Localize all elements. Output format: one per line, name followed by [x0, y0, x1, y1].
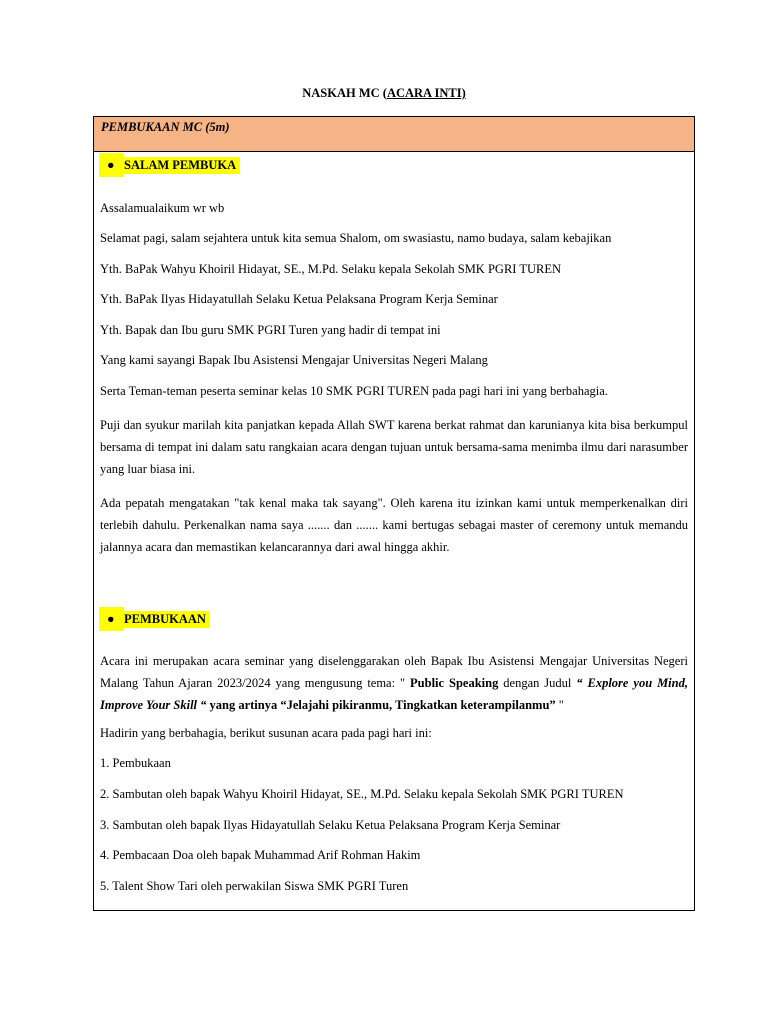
- table-header: PEMBUKAAN MC (5m): [94, 117, 694, 152]
- section-heading-salam: SALAM PEMBUKA: [118, 157, 240, 174]
- script-table: [93, 116, 695, 911]
- greeting-line: Serta Teman-teman peserta seminar kelas 10 SMK PGRI TUREN pada pagi hari ini yang berbahagia.: [100, 384, 608, 398]
- agenda-item: 2. Sambutan oleh bapak Wahyu Khoiril Hidayat, SE., M.Pd. Selaku kepala Sekolah SMK PGRI TUREN: [100, 787, 624, 801]
- greeting-line: Yth. Bapak dan Ibu guru SMK PGRI Turen yang hadir di tempat ini: [100, 323, 441, 337]
- greeting-line: Yth. BaPak Wahyu Khoiril Hidayat, SE., M.Pd. Selaku kepala Sekolah SMK PGRI TUREN: [100, 262, 562, 276]
- greeting-line: Selamat pagi, salam sejahtera untuk kita semua Shalom, om swasiastu, namo budaya, salam kebajikan: [100, 231, 612, 245]
- section-heading-pembukaan: PEMBUKAAN: [118, 611, 210, 628]
- paragraph-intro-acara: Acara ini merupakan acara seminar yang diselenggarakan oleh Bapak Ibu Asistensi Mengajar Universitas Negeri Malang Tahun Ajaran 2023/2024 yang mengusung tema: " Public Speaking dengan Judul “ Explore you Mind, Improve Your Skill “ yang artinya “Jelajahi pikiranmu, Tingkatkan keterampilanmu” ": [100, 654, 688, 712]
- agenda-item: 5. Talent Show Tari oleh perwakilan Siswa SMK PGRI Turen: [100, 879, 409, 893]
- bullet-icon: ●: [107, 157, 115, 172]
- greeting-line: Assalamualaikum wr wb: [100, 201, 225, 215]
- paragraph-perkenalan: Ada pepatah mengatakan "tak kenal maka tak sayang". Oleh karena itu izinkan kami untuk memperkenalkan diri terlebih dahulu. Perkenalkan nama saya ....... dan ....... kami bertugas sebagai master of ceremony untuk memandu jalannya acara dan memastikan kelancarannya dari awal hingga akhir.: [100, 496, 688, 554]
- agenda-item: 4. Pembacaan Doa oleh bapak Muhammad Arif Rohman Hakim: [100, 848, 421, 862]
- greeting-line: Yang kami sayangi Bapak Ibu Asistensi Mengajar Universitas Negeri Malang: [100, 353, 488, 367]
- hadirin-line: Hadirin yang berbahagia, berikut susunan acara pada pagi hari ini:: [100, 726, 432, 740]
- agenda-item: 3. Sambutan oleh bapak Ilyas Hidayatullah Selaku Ketua Pelaksana Program Kerja Seminar: [100, 818, 561, 832]
- agenda-item: 1. Pembukaan: [100, 756, 171, 770]
- greeting-line: Yth. BaPak Ilyas Hidayatullah Selaku Ketua Pelaksana Program Kerja Seminar: [100, 292, 498, 306]
- bullet-icon: ●: [107, 611, 115, 626]
- document-title: [0, 86, 768, 101]
- title-main: NASKAH MC (: [302, 86, 387, 100]
- title-underlined: ACARA INTI): [386, 86, 466, 100]
- paragraph-puji-syukur: Puji dan syukur marilah kita panjatkan kepada Allah SWT karena berkat rahmat dan karunianya kita bisa berkumpul bersama di tempat ini dalam satu rangkaian acara dengan tujuan untuk bersama-sama menimba ilmu dari narasumber yang luar biasa ini.: [100, 418, 688, 476]
